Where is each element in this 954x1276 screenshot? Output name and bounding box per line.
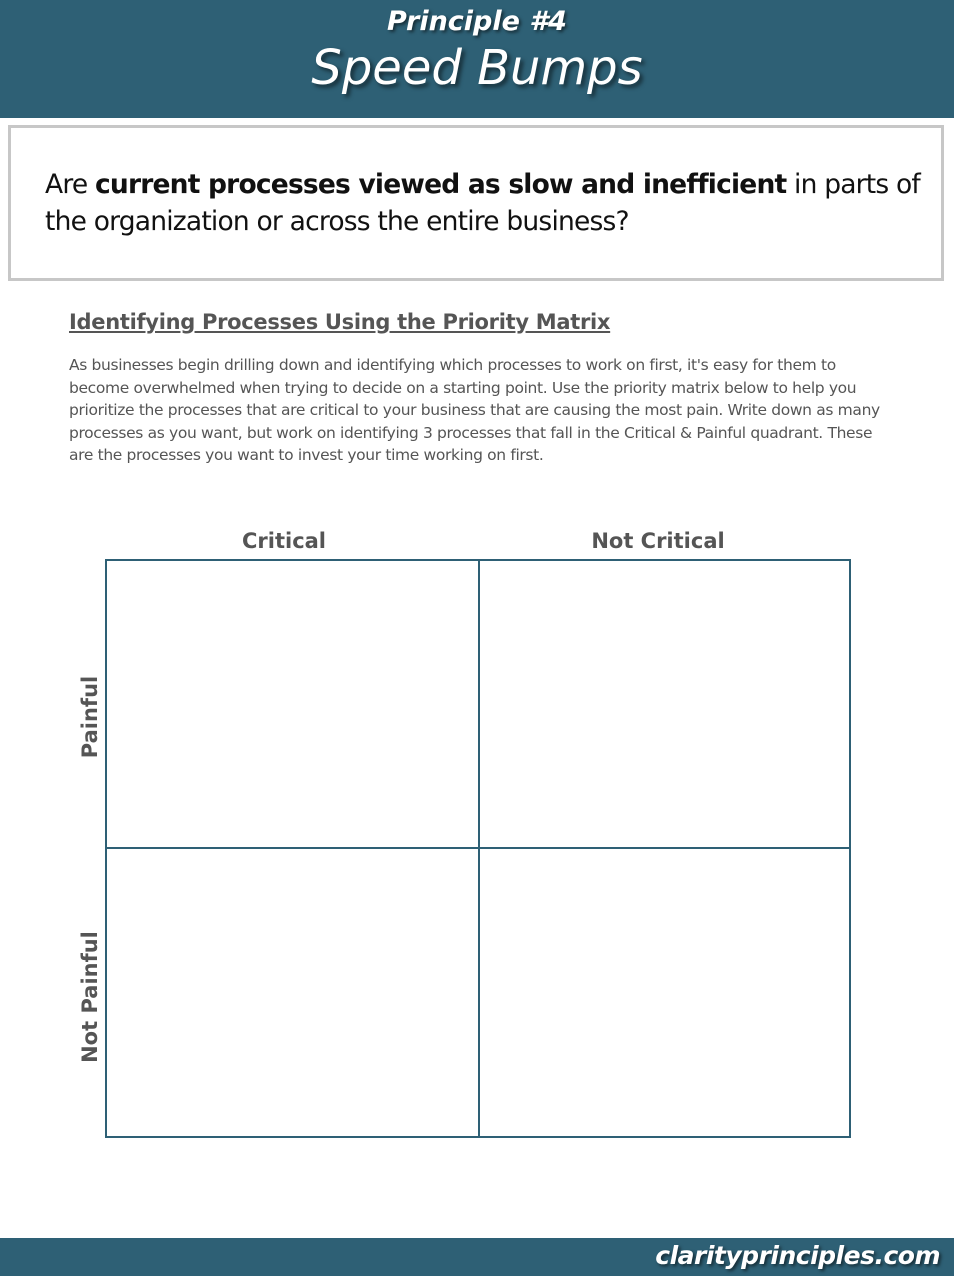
priority-matrix — [105, 559, 851, 1138]
principle-number: Principle #4 — [387, 6, 567, 37]
footer-website: clarityprinciples.com — [655, 1241, 940, 1270]
matrix-horizontal-divider — [107, 847, 849, 849]
section-heading: Identifying Processes Using the Priority Matrix — [69, 310, 611, 334]
footer-banner — [0, 1238, 954, 1276]
question-part-2: in parts of the organization or across the entire business? — [45, 169, 920, 237]
section-body: As businesses begin drilling down and identifying which processes to work on first, it's easy for them to become overwhelmed when trying to decide on a starting point. Use the priority matrix below to help you prioritize the processes that are critical to your business that are causing the most pain. Write down as many processes as you want, but work on identifying 3 processes that fall in the Critical & Painful quadrant. These are the processes you want to invest your time working on first. — [69, 356, 880, 464]
quadrant-critical-painful[interactable] — [107, 561, 478, 847]
quadrant-not-critical-painful[interactable] — [480, 561, 849, 847]
question-emphasis: current processes viewed as slow and inefficient — [94, 169, 787, 200]
row-label-painful: Painful — [78, 675, 102, 759]
header-banner — [0, 0, 954, 118]
question-part-1: Are — [45, 169, 95, 200]
row-label-not-painful: Not Painful — [78, 931, 102, 1063]
page-title: Speed Bumps — [311, 40, 643, 96]
column-label-critical: Critical — [241, 529, 327, 553]
quadrant-not-critical-not-painful[interactable] — [480, 849, 849, 1136]
question-text — [45, 166, 931, 240]
question-box — [8, 125, 944, 281]
quadrant-critical-not-painful[interactable] — [107, 849, 478, 1136]
column-label-not-critical: Not Critical — [591, 529, 725, 553]
